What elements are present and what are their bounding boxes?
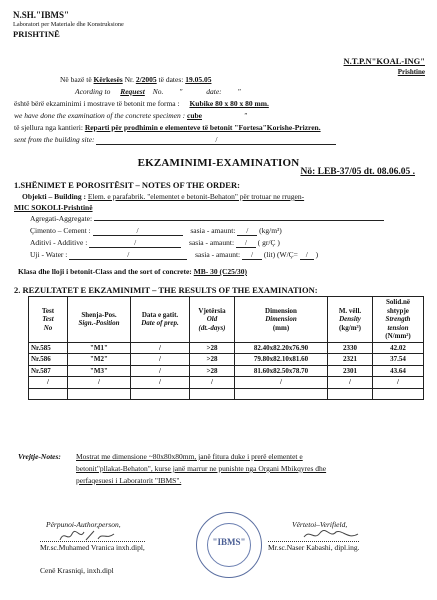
intro-text: Acording to xyxy=(75,87,111,96)
cell-density: 2321 xyxy=(328,354,373,366)
results-table xyxy=(28,296,424,400)
additive-value: / xyxy=(89,238,181,248)
section-2-heading: 2. REZULTATET E EKZAMINIMIT – THE RESULTS OF THE EXAMINATION: xyxy=(14,285,318,295)
intro-text: date: xyxy=(206,87,222,96)
verifier-name: Mr.sc.Naser Kabashi, dipl.ing. xyxy=(268,543,360,552)
intro-line-1 xyxy=(60,75,211,84)
intro-text: No. xyxy=(152,87,164,96)
cell-dimension: 81.60x82.50x78.70 xyxy=(235,365,328,377)
request-date: 19.05.05 xyxy=(185,75,212,84)
ditto-mark: " xyxy=(179,87,183,96)
table-row xyxy=(29,354,424,366)
cement-amount: / xyxy=(237,226,257,236)
intro-text: është bërë ekzaminimi i mostrave të betonit me forma : xyxy=(14,99,180,108)
org-name: N.SH."IBMS" xyxy=(13,10,70,20)
cell-empty xyxy=(68,388,131,400)
cell-dimension: / xyxy=(235,377,328,389)
amount-label: sasia - amaunt: xyxy=(189,238,235,247)
lab-name: Laboratori per Materiale dhe Konstruksione xyxy=(13,21,124,28)
unit-kg: (kg/m³) xyxy=(259,226,282,235)
cell-age: >28 xyxy=(190,365,235,377)
cell-dimension: 79.80x82.10x81.60 xyxy=(235,354,328,366)
col-age: Vjetërsia Old (dt.-days) xyxy=(190,297,235,343)
cell-age: >28 xyxy=(190,342,235,354)
cell-strength: 43.64 xyxy=(373,365,424,377)
concrete-class-line xyxy=(18,267,247,276)
specimen-shape: Kubike 80 x 80 x 80 mm. xyxy=(189,99,269,108)
col-test-no: Test Test No xyxy=(29,297,68,343)
cell-sign: "M2" xyxy=(68,354,131,366)
additive-line xyxy=(30,238,280,248)
water-label: Uji - Water : xyxy=(30,250,68,259)
col-dimension: Dimension Dimension (mm) xyxy=(235,297,328,343)
intro-text: sent from the building site: xyxy=(14,135,95,144)
cement-line xyxy=(30,226,282,236)
cement-label: Çimento – Cement : xyxy=(30,226,91,235)
author-name: Mr.sc.Muhamed Vranica inxh.dipl, xyxy=(40,543,145,552)
intro-text: Nr. xyxy=(124,75,134,84)
cell-density: 2330 xyxy=(328,342,373,354)
col-density: M. vëll. Density (kg/m³) xyxy=(328,297,373,343)
wc-ratio: / xyxy=(300,250,314,260)
intro-text: Në bazë të xyxy=(60,75,92,84)
col-strength: Solid.në shtypje Strength tension (N/mm²) xyxy=(373,297,424,343)
building-line xyxy=(22,192,304,201)
cell-test-no: Nr.587 xyxy=(29,365,68,377)
notes-line-1: Mostrat me dimensione ~80x80x80mm, janë fitura duke i prerë elementet e xyxy=(76,452,303,461)
aggregate-label: Agregati-Aggregate: xyxy=(30,214,93,223)
author-role: Përpunoi-Author,person, xyxy=(46,520,121,529)
additive-label: Aditivi - Additive : xyxy=(30,238,88,247)
building-site-en: / xyxy=(96,135,336,145)
ibms-stamp xyxy=(196,512,262,578)
amount-label: sasia - amaunt: xyxy=(195,250,241,259)
request-en: Request xyxy=(120,87,145,96)
additive-amount: / xyxy=(236,238,256,248)
cell-sign: "M3" xyxy=(68,365,131,377)
concrete-class-value: MB- 30 (C25/30) xyxy=(193,267,248,276)
cell-density: / xyxy=(328,377,373,389)
cell-empty xyxy=(131,388,190,400)
cell-empty xyxy=(373,388,424,400)
cell-empty xyxy=(29,388,68,400)
ntpn-city: Prishtine xyxy=(397,68,425,76)
notes-label: Vrejtje-Notes: xyxy=(18,452,61,461)
intro-text: të sjellura nga kantieri: xyxy=(14,123,83,132)
intro-line-4 xyxy=(14,111,247,120)
stamp-text: "IBMS" xyxy=(212,537,246,547)
building-label: Objekti – Building : xyxy=(22,192,86,201)
intro-text: të dates: xyxy=(158,75,184,84)
table-row xyxy=(29,365,424,377)
ditto-mark: " xyxy=(243,111,248,120)
table-row xyxy=(29,342,424,354)
ntpn-name: N.T.P.N"KOAL-ING" xyxy=(343,56,425,66)
building-value-2: MIC SOKOLI-Prishtinë xyxy=(14,203,93,212)
aggregate-line xyxy=(30,214,384,223)
intro-line-2 xyxy=(75,87,241,96)
water-line: Uji - Water : / sasia - amaunt: / (lit) (W/Ç= / ) xyxy=(30,250,319,259)
author-name-2: Cenë Krasniqi, inxh.dipl xyxy=(40,566,114,575)
specimen-shape-en: cube xyxy=(187,111,202,120)
unit-gc: ( gr/Ç ) xyxy=(257,238,280,247)
cell-test-no: / xyxy=(29,377,68,389)
building-site: Reparti për prodhimin e elementeve të betonit "Fortesa"Korishe-Prizren. xyxy=(84,123,321,132)
intro-line-6 xyxy=(14,135,336,145)
cell-test-no: Nr.585 xyxy=(29,342,68,354)
document-number: Nö: LEB-37/05 dt. 08.06.05 . xyxy=(300,167,415,177)
cell-age: / xyxy=(190,377,235,389)
cell-density: 2301 xyxy=(328,365,373,377)
cell-date: / xyxy=(131,354,190,366)
cell-empty xyxy=(235,388,328,400)
table-header-row xyxy=(29,297,424,343)
cell-test-no: Nr.586 xyxy=(29,354,68,366)
page-title: EKZAMINIMI-EXAMINATION xyxy=(137,157,300,169)
col-date-prep: Data e gatit. Date of prep. xyxy=(131,297,190,343)
cell-sign: / xyxy=(68,377,131,389)
intro-line-3 xyxy=(14,99,269,108)
cell-empty xyxy=(328,388,373,400)
intro-line-5 xyxy=(14,123,321,132)
table-row xyxy=(29,377,424,389)
col-sign-position: Shenja-Pos. Sign.-Position xyxy=(68,297,131,343)
unit-lit: (lit) (W/Ç= xyxy=(263,250,298,259)
cell-strength: / xyxy=(373,377,424,389)
cement-value: / xyxy=(93,226,183,236)
cell-empty xyxy=(190,388,235,400)
ditto-mark: " xyxy=(237,87,241,96)
cell-date: / xyxy=(131,377,190,389)
intro-text: we have done the examination of the concrete specimen : xyxy=(14,111,186,120)
request-number: 2/2005 xyxy=(135,75,157,84)
notes-line-2: betonit"pllakat-Behaton", kurse janë marrur ne punishte nga Organi Mbikqyres dhe xyxy=(76,464,327,473)
water-amount: / xyxy=(242,250,262,260)
section-1-heading: 1.SHËNIMET E POROSITËSIT – NOTES OF THE ORDER: xyxy=(14,180,240,190)
cell-strength: 42.02 xyxy=(373,342,424,354)
cell-age: >28 xyxy=(190,354,235,366)
request-type: Kërkesës xyxy=(93,75,123,84)
table-row xyxy=(29,388,424,400)
water-value: / xyxy=(69,250,187,260)
amount-label: sasia - amaunt: xyxy=(190,226,236,235)
cell-dimension: 82.40x82.20x76.90 xyxy=(235,342,328,354)
notes-line-3: perfaqesuesi i Laboratorit "IBMS". xyxy=(76,476,182,485)
building-value: Elem. e parafabrik. "elementet e betonit-Behaton" për trotuar ne rrugen- xyxy=(87,192,305,201)
verifier-role: Vërtetoi–Verifield, xyxy=(292,520,348,529)
cell-date: / xyxy=(131,342,190,354)
cell-strength: 37.54 xyxy=(373,354,424,366)
cell-date: / xyxy=(131,365,190,377)
org-city: PRISHTINË xyxy=(13,29,60,39)
concrete-class-label: Klasa dhe lloji i betonit-Class and the sort of concrete: xyxy=(18,267,192,276)
cell-sign: "M1" xyxy=(68,342,131,354)
